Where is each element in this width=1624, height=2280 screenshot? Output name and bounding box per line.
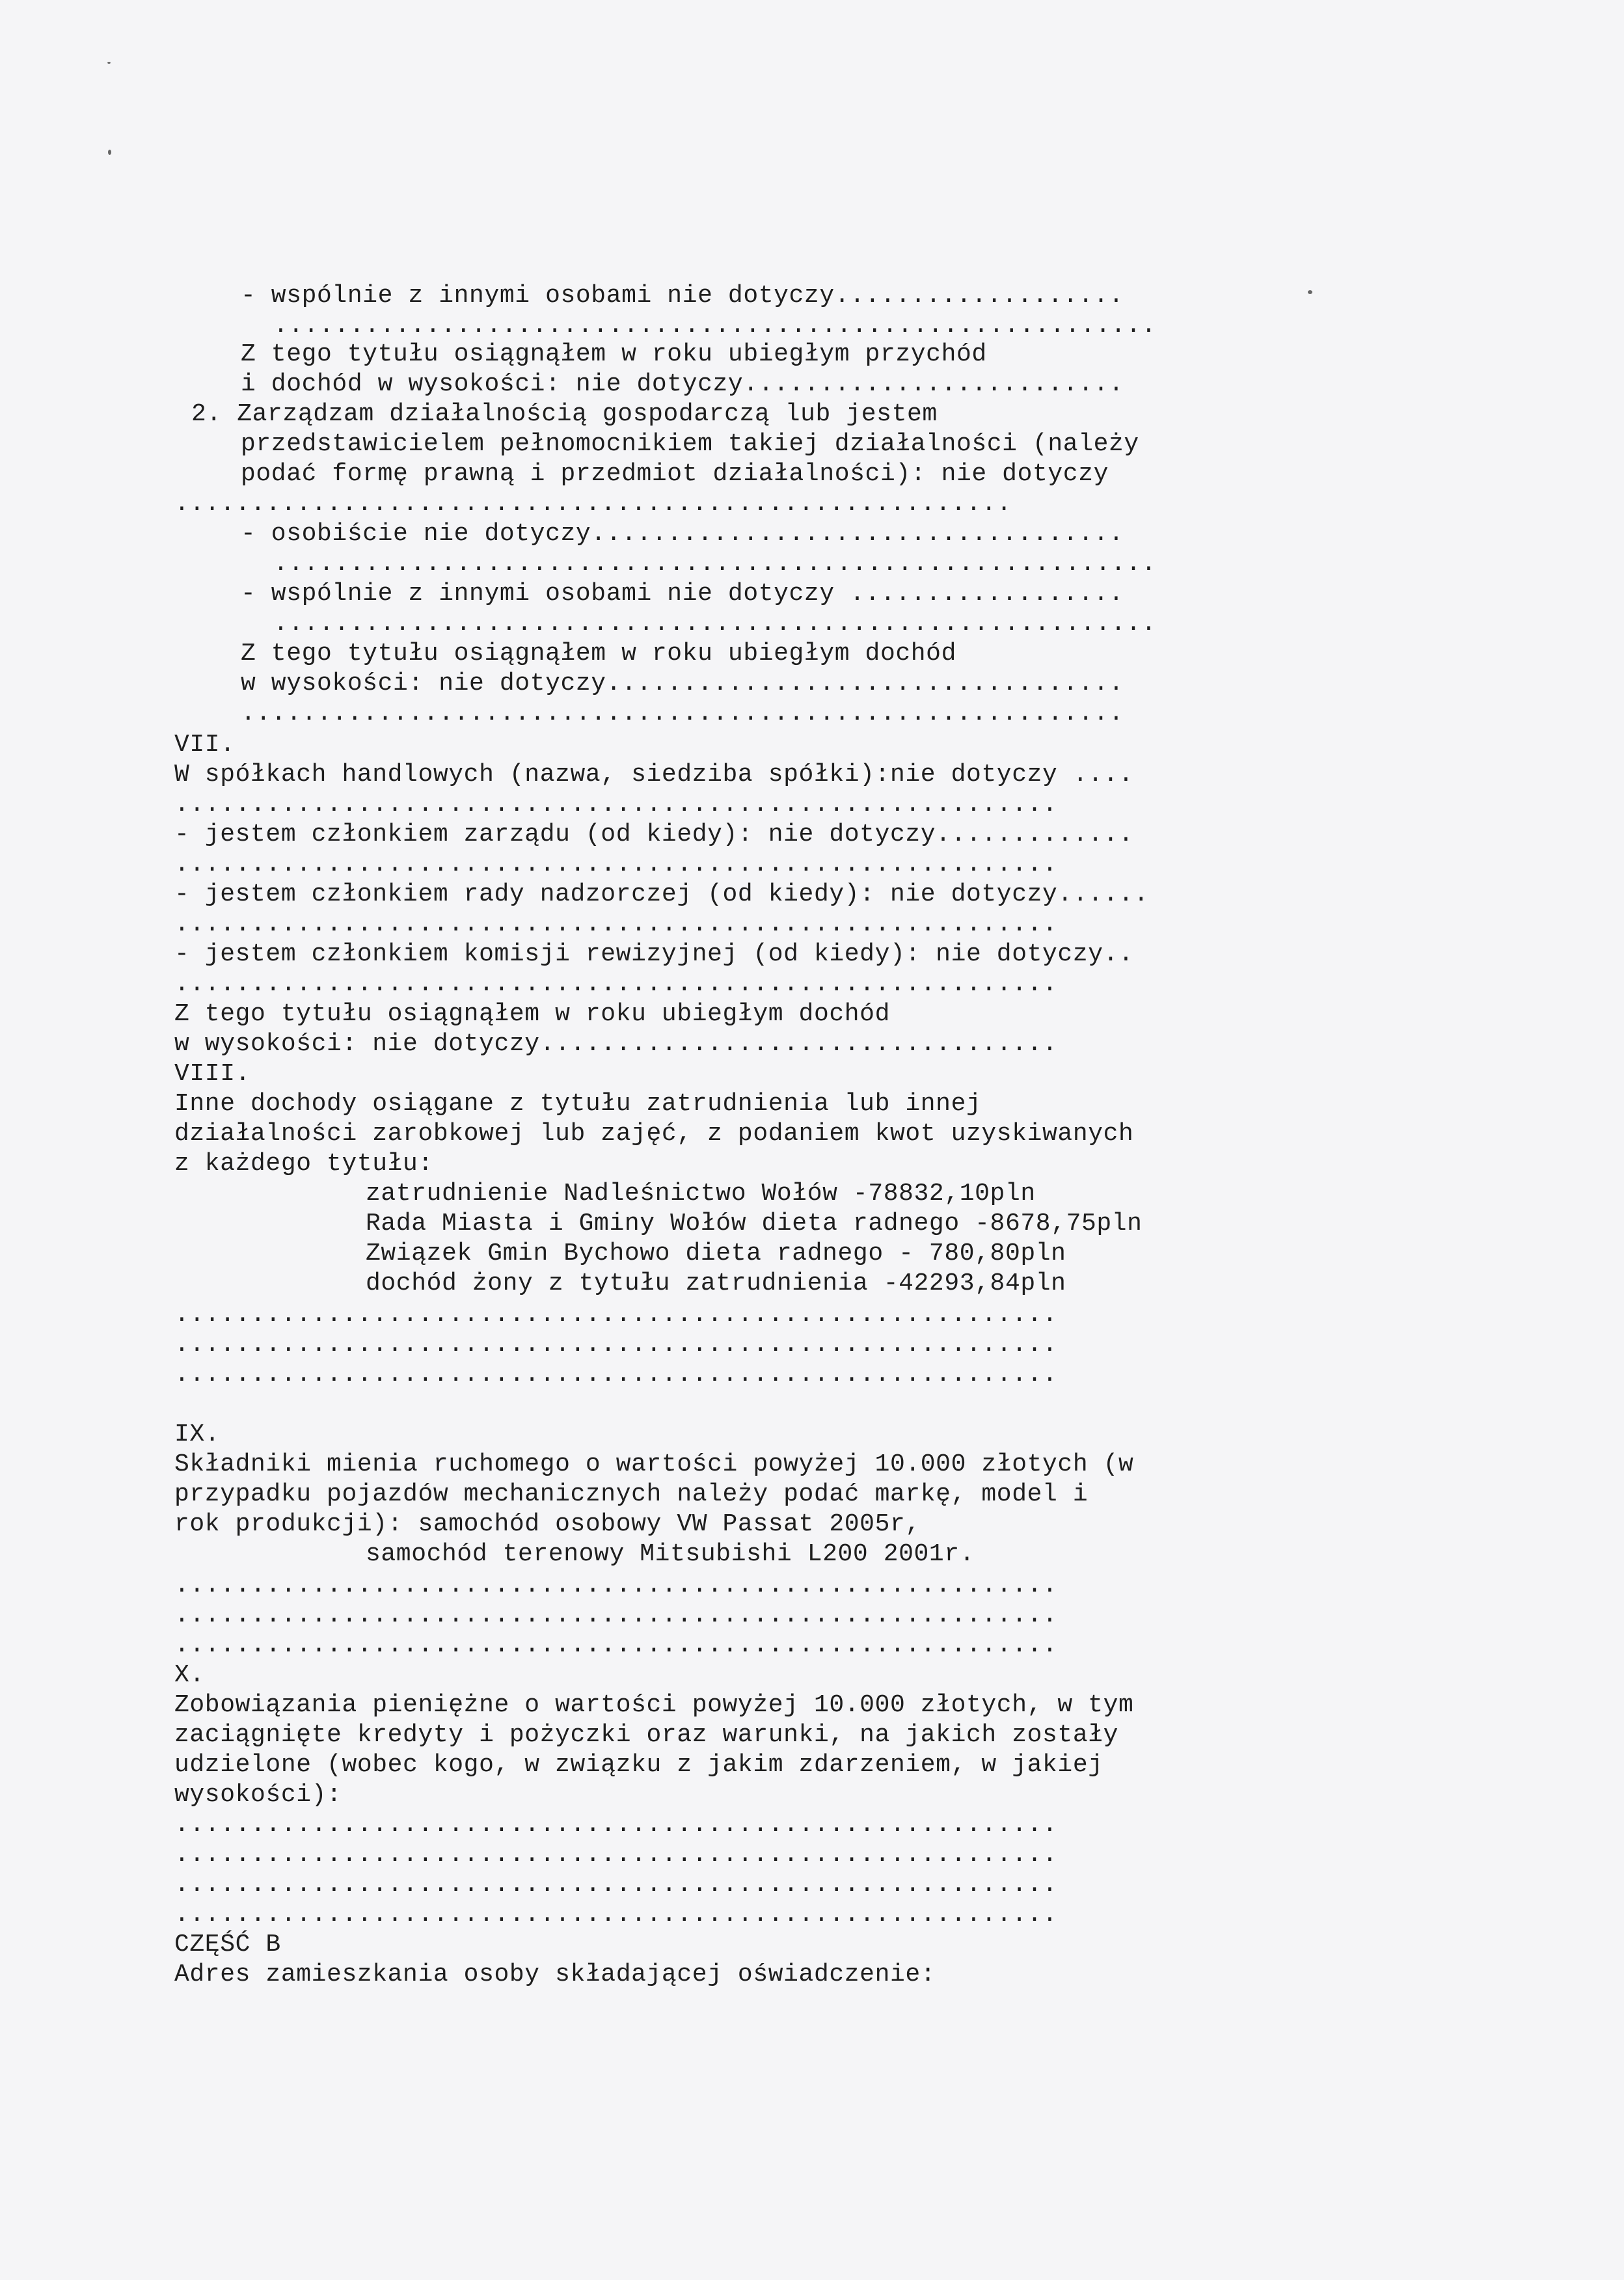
income-entry: Rada Miasta i Gminy Wołów dieta radnego -8678,75pln xyxy=(366,1210,1143,1238)
section-heading: VIII. xyxy=(174,1060,251,1088)
text-line: w wysokości: nie dotyczy.................................. xyxy=(174,1030,1058,1058)
income-entry: zatrudnienie Nadleśnictwo Wołów -78832,10pln xyxy=(366,1180,1036,1208)
text-line: - jestem członkiem zarządu (od kiedy): nie dotyczy............. xyxy=(174,821,1134,848)
text-line: przypadku pojazdów mechanicznych należy podać markę, model i xyxy=(174,1480,1089,1508)
text-line: - wspólnie z innymi osobami nie dotyczy .................. xyxy=(241,580,1124,608)
text-line: Z tego tytułu osiągnąłem w roku ubiegłym dochód xyxy=(174,1000,890,1028)
text-line: rok produkcji): samochód osobowy VW Passat 2005r, xyxy=(174,1510,921,1538)
text-line: .......................................................... xyxy=(174,1571,1058,1599)
text-line: .......................................................... xyxy=(174,1871,1058,1899)
text-line: w wysokości: nie dotyczy.................................. xyxy=(241,670,1124,698)
text-line: Zobowiązania pieniężne o wartości powyżej 10.000 złotych, w tym xyxy=(174,1691,1134,1719)
text-line: .......................................................... xyxy=(174,1901,1058,1929)
text-line: udzielone (wobec kogo, w związku z jakim zdarzeniem, w jakiej xyxy=(174,1751,1103,1779)
text-line: ....................................................... xyxy=(174,490,1012,518)
text-line: 2. Zarządzam działalnością gospodarczą lub jestem xyxy=(191,400,938,428)
text-line: - wspólnie z innymi osobami nie dotyczy................... xyxy=(241,282,1124,310)
part-heading: CZĘŚĆ B xyxy=(174,1931,281,1959)
text-line: podać formę prawną i przedmiot działalności): nie dotyczy xyxy=(241,460,1109,488)
text-line: - osobiście nie dotyczy................................... xyxy=(241,520,1124,548)
text-line: .......................................................... xyxy=(174,1841,1058,1869)
text-line: .......................................................... xyxy=(174,970,1058,998)
text-line: z każdego tytułu: xyxy=(174,1150,433,1178)
text-line: - jestem członkiem komisji rewizyjnej (od kiedy): nie dotyczy.. xyxy=(174,940,1134,968)
section-heading: VII. xyxy=(174,731,236,759)
income-entry: Związek Gmin Bychowo dieta radnego - 780,80pln xyxy=(366,1240,1066,1268)
text-line: Z tego tytułu osiągnąłem w roku ubiegłym przychód xyxy=(241,340,987,368)
scan-speck xyxy=(108,150,111,155)
text-line: przedstawicielem pełnomocnikiem takiej działalności (należy xyxy=(241,430,1139,458)
text-line: zaciągnięte kredyty i pożyczki oraz warunki, na jakich zostały xyxy=(174,1721,1119,1749)
text-line: W spółkach handlowych (nazwa, siedziba spółki):nie dotyczy .... xyxy=(174,761,1134,789)
scan-speck xyxy=(1308,290,1312,294)
text-line: .......................................................... xyxy=(273,312,1157,340)
text-line: .......................................................... xyxy=(273,550,1157,578)
text-line: .......................................................... xyxy=(174,1811,1058,1839)
income-entry: dochód żony z tytułu zatrudnienia -42293,84pln xyxy=(366,1269,1066,1297)
text-line: .......................................................... xyxy=(174,1631,1058,1659)
text-line: .......................................................... xyxy=(174,850,1058,878)
text-line: - jestem członkiem rady nadzorczej (od kiedy): nie dotyczy...... xyxy=(174,880,1149,908)
scan-speck xyxy=(107,62,111,64)
section-heading: X. xyxy=(174,1661,205,1689)
text-line: i dochód w wysokości: nie dotyczy......................... xyxy=(241,370,1124,398)
text-line: .......................................................... xyxy=(241,699,1124,727)
text-line: działalności zarobkowej lub zajęć, z podaniem kwot uzyskiwanych xyxy=(174,1120,1134,1148)
text-line: .......................................................... xyxy=(174,1601,1058,1629)
text-line: Adres zamieszkania osoby składającej oświadczenie: xyxy=(174,1961,936,1988)
text-line: wysokości): xyxy=(174,1781,342,1809)
text-line: .......................................................... xyxy=(273,610,1157,638)
vehicle-entry: samochód terenowy Mitsubishi L200 2001r. xyxy=(366,1540,975,1568)
text-line: .......................................................... xyxy=(174,791,1058,819)
text-line: .......................................................... xyxy=(174,1331,1058,1359)
text-line: .......................................................... xyxy=(174,1361,1058,1389)
text-line: .......................................................... xyxy=(174,910,1058,938)
text-line: Inne dochody osiągane z tytułu zatrudnienia lub innej xyxy=(174,1090,982,1118)
section-heading: IX. xyxy=(174,1420,221,1448)
text-line: Z tego tytułu osiągnąłem w roku ubiegłym dochód xyxy=(241,640,956,668)
text-line: Składniki mienia ruchomego o wartości powyżej 10.000 złotych (w xyxy=(174,1450,1134,1478)
text-line: .......................................................... xyxy=(174,1301,1058,1329)
